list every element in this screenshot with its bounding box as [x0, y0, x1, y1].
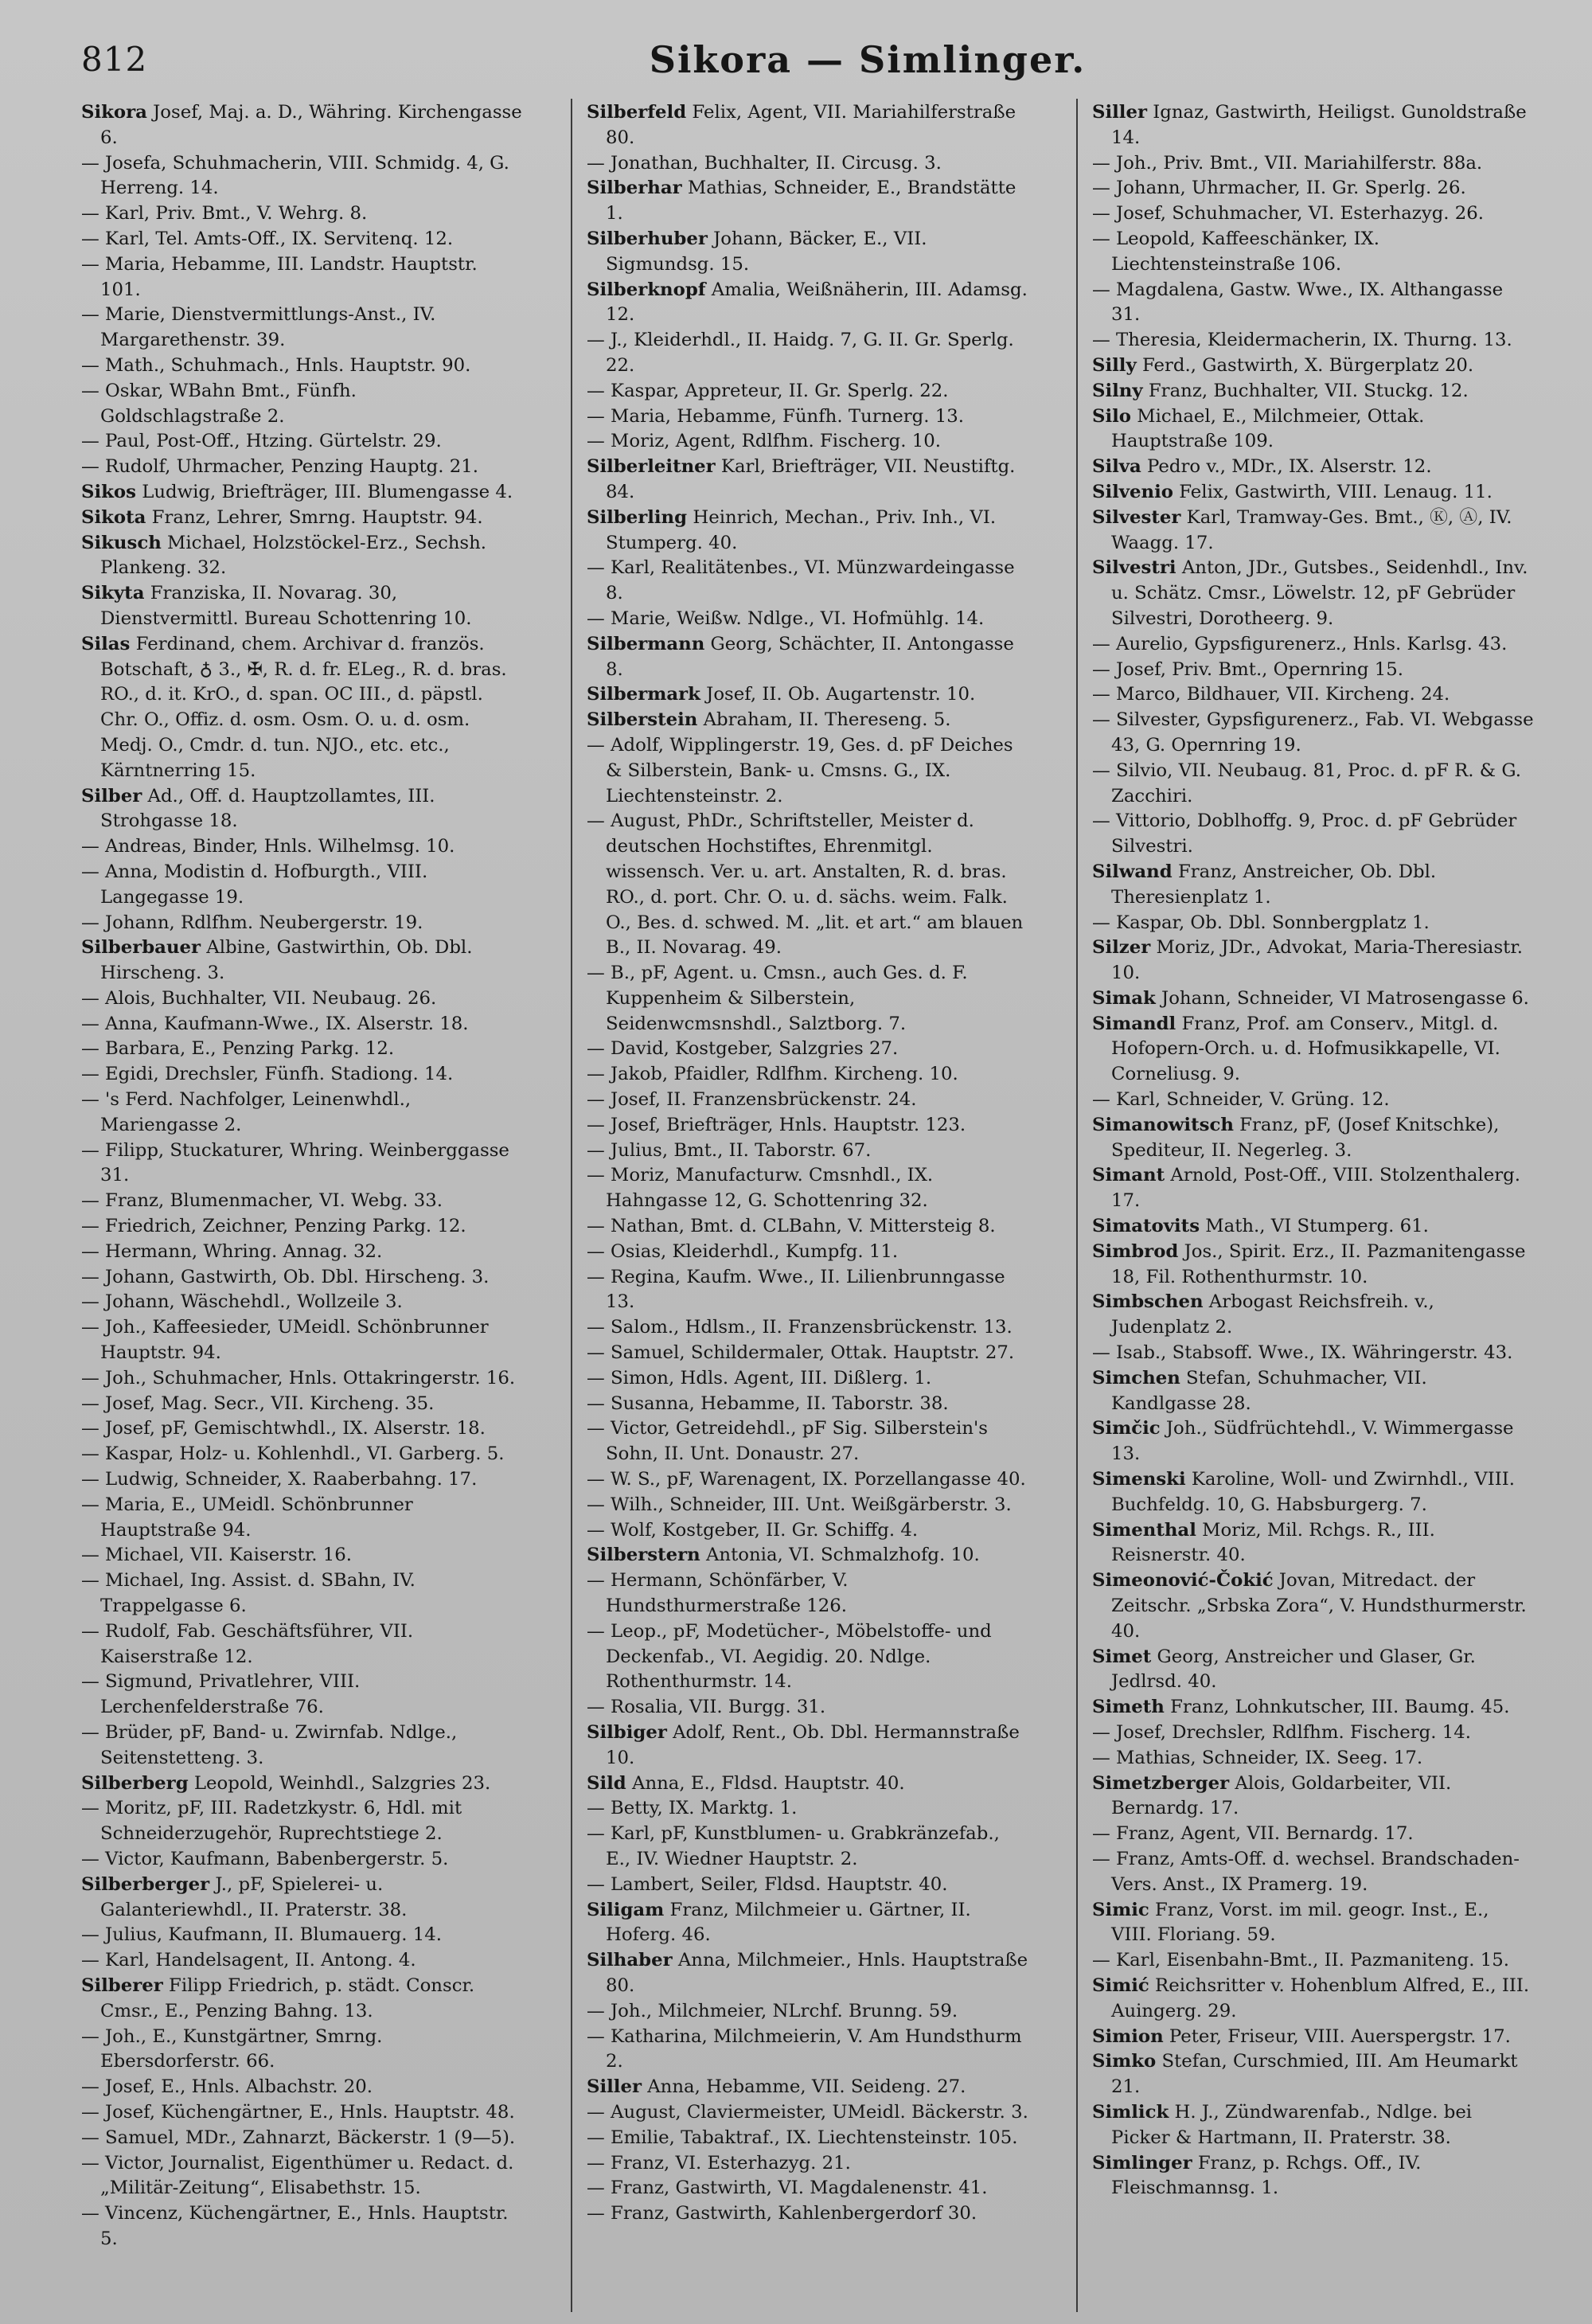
- directory-entry: — Julius, Kaufmann, II. Blumauerg. 14.: [81, 1924, 442, 1946]
- directory-entry: Simbrod Jos., Spirit. Erz., II. Pazmanitengasse 18, Fil. Rothenthurmstr. 10.: [1092, 1240, 1526, 1287]
- directory-entry: — Josef, pF, Gemischtwhdl., IX. Alserstr. 18.: [81, 1418, 486, 1439]
- page-header: [0, 0, 1592, 92]
- directory-entry: — Joh., E., Kunstgärtner, Smrng. Ebersdorferstr. 66.: [81, 2025, 383, 2072]
- directory-entry: — Joh., Priv. Bmt., VII. Mariahilferstr. 88a.: [1092, 152, 1483, 174]
- directory-entry: — Magdalena, Gastw. Wwe., IX. Althangasse 31.: [1092, 279, 1504, 326]
- directory-entry: — Barbara, E., Penzing Parkg. 12.: [81, 1038, 395, 1060]
- directory-entry: — Nathan, Bmt. d. CLBahn, V. Mittersteig 8.: [587, 1216, 996, 1237]
- directory-entry: — Adolf, Wipplingerstr. 19, Ges. d. pF Deiches & Silberstein, Bank- u. Cmsns. G., IX. Liechtensteinstr. 2.: [587, 734, 1013, 807]
- directory-entry: — Leop., pF, Modetücher-, Möbelstoffe- und Deckenfab., VI. Aegidig. 20. Ndlge. Rothenthurmstr. 14.: [587, 1620, 992, 1693]
- directory-entry: — Jakob, Pfaidler, Rdlfhm. Kircheng. 10.: [587, 1064, 958, 1085]
- directory-entry: — Alois, Buchhalter, VII. Neubaug. 26.: [81, 987, 437, 1009]
- directory-entry: — Kaspar, Holz- u. Kohlenhdl., VI. Garberg. 5.: [81, 1443, 505, 1465]
- directory-entry: — Karl, pF, Kunstblumen- u. Grabkränzefab., E., IV. Wiedner Hauptstr. 2.: [587, 1823, 1000, 1869]
- directory-entry: — Joh., Schuhmacher, Hnls. Ottakringerstr. 16.: [81, 1367, 516, 1389]
- directory-entry: Silvenio Felix, Gastwirth, VIII. Lenaug. 11.: [1092, 481, 1492, 502]
- directory-entry: Silberberger J., pF, Spielerei- u. Galanteriewhdl., II. Praterstr. 38.: [81, 1873, 408, 1920]
- directory-entry: — Oskar, WBahn Bmt., Fünfh. Goldschlagstraße 2.: [81, 380, 357, 427]
- directory-entry: — Betty, IX. Marktg. 1.: [587, 1798, 798, 1819]
- directory-entry: — August, PhDr., Schriftsteller, Meister d. deutschen Hochstiftes, Ehrenmitgl. wissensch. Ver. u. art. Anstalten, R. d. bras. RO., d. port. Chr. O. u. d. sächs. weim. Falk. O., Bes. d. schwed. M. „lit. et art.“ am blauen B., II. Novarag. 49.: [587, 810, 1024, 959]
- directory-entry: Silberhuber Johann, Bäcker, E., VII. Sigmundsg. 15.: [587, 228, 927, 275]
- directory-entry: Silbermann Georg, Schächter, II. Antongasse 8.: [587, 633, 1014, 680]
- directory-entry: — Josef, Drechsler, Rdlfhm. Fischerg. 14.: [1092, 1722, 1471, 1743]
- directory-entry: — Johann, Uhrmacher, II. Gr. Sperlg. 26.: [1092, 178, 1466, 199]
- directory-entry: — Josef, II. Franzensbrückenstr. 24.: [587, 1089, 917, 1111]
- directory-entry: Silas Ferdinand, chem. Archivar d. französ. Botschaft, ♁ 3., ✠, R. d. fr. ELeg., R. d. bras. RO., d. it. KrO., d. span. OC III., d. päpstl. Chr. O., Offiz. d. osm. Osm. O. u. d. osm. Medj. O., Cmdr. d. tun. NJO., etc. etc., Kärntnerring 15.: [81, 633, 507, 781]
- directory-entry: Simanowitsch Franz, pF, (Josef Knitschke), Spediteur, II. Negerleg. 3.: [1092, 1114, 1500, 1161]
- column-divider: [1076, 99, 1078, 2312]
- directory-entry: — Moritz, pF, III. Radetzkystr. 6, Hdl. mit Schneiderzugehör, Ruprechtstiege 2.: [81, 1798, 462, 1845]
- column-divider: [571, 99, 572, 2312]
- directory-entry: — Karl, Priv. Bmt., V. Wehrg. 8.: [81, 203, 368, 225]
- directory-entry: Simet Georg, Anstreicher und Glaser, Gr. Jedlrsd. 40.: [1092, 1646, 1476, 1693]
- directory-entry: — Franz, Amts-Off. d. wechsel. Brandschaden-Vers. Anst., IX Pramerg. 19.: [1092, 1848, 1520, 1895]
- directory-entry: Sikora Josef, Maj. a. D., Währing. Kirchengasse 6.: [81, 102, 522, 148]
- directory-entry: Simant Arnold, Post-Off., VIII. Stolzenthalerg. 17.: [1092, 1165, 1520, 1212]
- directory-entry: Sikusch Michael, Holzstöckel-Erz., Sechsh. Plankeng. 32.: [81, 532, 487, 579]
- directory-entry: — Vincenz, Küchengärtner, E., Hnls. Hauptstr. 5.: [81, 2203, 509, 2249]
- directory-entry: Sild Anna, E., Fldsd. Hauptstr. 40.: [587, 1772, 905, 1794]
- directory-entry: — Marie, Dienstvermittlungs-Anst., IV. Margarethenstr. 39.: [81, 304, 436, 351]
- directory-entry: Silly Ferd., Gastwirth, X. Bürgerplatz 20.: [1092, 354, 1474, 376]
- directory-entry: — Josef, Schuhmacher, VI. Esterhazyg. 26.: [1092, 203, 1485, 225]
- directory-entry: — Theresia, Kleidermacherin, IX. Thurng. 13.: [1092, 330, 1512, 351]
- directory-entry: — Karl, Tel. Amts-Off., IX. Servitenq. 12.: [81, 228, 454, 249]
- directory-entry: — Johann, Gastwirth, Ob. Dbl. Hirscheng. 3.: [81, 1266, 490, 1287]
- directory-entry: — Maria, Hebamme, III. Landstr. Hauptstr. 101.: [81, 253, 478, 300]
- directory-entry: — Rudolf, Uhrmacher, Penzing Hauptg. 21.: [81, 456, 479, 478]
- directory-entry: — Aurelio, Gypsfigurenerz., Hnls. Karlsg. 43.: [1092, 633, 1508, 654]
- directory-entry: Silvestri Anton, JDr., Gutsbes., Seidenhdl., Inv. u. Schätz. Cmsr., Löwelstr. 12, pF Gebrüder Silvestri, Dorotheerg. 9.: [1092, 557, 1528, 629]
- directory-entry: — Karl, Eisenbahn-Bmt., II. Pazmaniteng. 15.: [1092, 1950, 1509, 1971]
- column-1: [81, 100, 523, 2314]
- directory-entry: — Joh., Kaffeesieder, UMeidl. Schönbrunner Hauptstr. 94.: [81, 1317, 489, 1364]
- directory-entry: Simandl Franz, Prof. am Conserv., Mitgl. d. Hofopern-Orch. u. d. Hofmusikkapelle, VI. Corneliusg. 9.: [1092, 1013, 1500, 1085]
- directory-entry: — Egidi, Drechsler, Fünfh. Stadiong. 14.: [81, 1064, 454, 1085]
- directory-entry: — Silvester, Gypsfigurenerz., Fab. VI. Webgasse 43, G. Opernring 19.: [1092, 709, 1534, 756]
- directory-entry: — Franz, Gastwirth, VI. Magdalenenstr. 41.: [587, 2178, 988, 2199]
- directory-entry: — Friedrich, Zeichner, Penzing Parkg. 12.: [81, 1216, 466, 1237]
- directory-entry: Simenski Karoline, Woll- und Zwirnhdl., VIII. Buchfeldg. 10, G. Habsburgerg. 7.: [1092, 1469, 1515, 1515]
- directory-entry: — Susanna, Hebamme, II. Taborstr. 38.: [587, 1392, 949, 1414]
- directory-entry: — Anna, Kaufmann-Wwe., IX. Alserstr. 18.: [81, 1013, 469, 1034]
- directory-entry: Simić Reichsritter v. Hohenblum Alfred, E., III. Auingerg. 29.: [1092, 1974, 1530, 2021]
- directory-entry: Silberbauer Albine, Gastwirthin, Ob. Dbl. Hirscheng. 3.: [81, 937, 473, 984]
- directory-entry: — Michael, Ing. Assist. d. SBahn, IV. Trappelgasse 6.: [81, 1570, 416, 1617]
- directory-entry: Simic Franz, Vorst. im mil. geogr. Inst., E., VIII. Floriang. 59.: [1092, 1899, 1489, 1946]
- directory-entry: — Maria, E., UMeidl. Schönbrunner Hauptstraße 94.: [81, 1494, 413, 1541]
- directory-entry: — Moriz, Manufacturw. Cmsnhdl., IX. Hahngasse 12, G. Schottenring 32.: [587, 1165, 934, 1212]
- directory-entry: Silberling Heinrich, Mechan., Priv. Inh., VI. Stumperg. 40.: [587, 506, 997, 553]
- directory-entry: — David, Kostgeber, Salzgries 27.: [587, 1038, 899, 1060]
- directory-entry: — Emilie, Tabaktraf., IX. Liechtensteinstr. 105.: [587, 2127, 1018, 2148]
- directory-entry: — Salom., Hdlsm., II. Franzensbrückenstr. 13.: [587, 1317, 1013, 1338]
- directory-entry: Silberstein Abraham, II. Thereseng. 5.: [587, 709, 951, 731]
- directory-entry: Silbermark Josef, II. Ob. Augartenstr. 10.: [587, 684, 976, 705]
- directory-entry: — Karl, Schneider, V. Grüng. 12.: [1092, 1089, 1390, 1111]
- directory-entry: Sikota Franz, Lehrer, Smrng. Hauptstr. 94.: [81, 506, 483, 528]
- running-head: Sikora — Simlinger.: [649, 38, 1087, 81]
- directory-entry: Silberleitner Karl, Briefträger, VII. Neustiftg. 84.: [587, 456, 1016, 502]
- directory-entry: — Math., Schuhmach., Hnls. Hauptstr. 90.: [81, 354, 471, 376]
- directory-entry: — Josef, Briefträger, Hnls. Hauptstr. 123.: [587, 1114, 966, 1135]
- directory-entry: — Marco, Bildhauer, VII. Kircheng. 24.: [1092, 684, 1450, 705]
- directory-entry: — Johann, Rdlfhm. Neubergerstr. 19.: [81, 912, 423, 933]
- directory-entry: — Kaspar, Ob. Dbl. Sonnbergplatz 1.: [1092, 912, 1430, 933]
- directory-entry: — Wilh., Schneider, III. Unt. Weißgärberstr. 3.: [587, 1494, 1012, 1515]
- directory-entry: Silberer Filipp Friedrich, p. städt. Conscr. Cmsr., E., Penzing Bahng. 13.: [81, 1974, 475, 2021]
- directory-entry: Simbschen Arbogast Reichsfreih. v., Judenplatz 2.: [1092, 1291, 1434, 1338]
- directory-entry: — Hermann, Whring. Annag. 32.: [81, 1240, 383, 1262]
- directory-entry: — Josef, Küchengärtner, E., Hnls. Hauptstr. 48.: [81, 2101, 515, 2123]
- directory-entry: Silva Pedro v., MDr., IX. Alserstr. 12.: [1092, 456, 1432, 478]
- directory-entry: Silberstern Antonia, VI. Schmalzhofg. 10.: [587, 1545, 980, 1566]
- directory-entry: Silberfeld Felix, Agent, VII. Mariahilferstraße 80.: [587, 102, 1016, 148]
- directory-entry: — Victor, Getreidehdl., pF Sig. Silberstein's Sohn, II. Unt. Donaustr. 27.: [587, 1418, 988, 1465]
- directory-entry: Simion Peter, Friseur, VIII. Auerspergstr. 17.: [1092, 2025, 1511, 2047]
- directory-entry: Sikyta Franziska, II. Novarag. 30, Dienstvermittl. Bureau Schottenring 10.: [81, 583, 472, 629]
- directory-entry: — Franz, VI. Esterhazyg. 21.: [587, 2152, 851, 2174]
- directory-entry: — Osias, Kleiderhdl., Kumpfg. 11.: [587, 1240, 899, 1262]
- directory-entry: Silberhar Mathias, Schneider, E., Brandstätte 1.: [587, 178, 1016, 225]
- directory-entry: — Josef, E., Hnls. Albachstr. 20.: [81, 2076, 373, 2098]
- directory-entry: — Brüder, pF, Band- u. Zwirnfab. Ndlge., Seitenstetteng. 3.: [81, 1722, 458, 1768]
- directory-entry: — Rosalia, VII. Burgg. 31.: [587, 1697, 826, 1718]
- directory-entry: — Michael, VII. Kaiserstr. 16.: [81, 1545, 352, 1566]
- directory-entry: — Simon, Hdls. Agent, III. Dißlerg. 1.: [587, 1367, 932, 1389]
- directory-entry: — Joh., Milchmeier, NLrchf. Brunng. 59.: [587, 2000, 958, 2021]
- directory-entry: Simčic Joh., Südfrüchtehdl., V. Wimmergasse 13.: [1092, 1418, 1514, 1465]
- directory-entry: — Rudolf, Fab. Geschäftsführer, VII. Kaiserstraße 12.: [81, 1620, 414, 1667]
- directory-entry: Silberknopf Amalia, Weißnäherin, III. Adamsg. 12.: [587, 279, 1028, 326]
- directory-entry: — Franz, Blumenmacher, VI. Webg. 33.: [81, 1190, 443, 1212]
- directory-entry: Silbiger Adolf, Rent., Ob. Dbl. Hermannstraße 10.: [587, 1722, 1020, 1768]
- directory-entry: — Wolf, Kostgeber, II. Gr. Schiffg. 4.: [587, 1519, 919, 1541]
- directory-entry: Silny Franz, Buchhalter, VII. Stuckg. 12.: [1092, 380, 1469, 401]
- directory-entry: Silberberg Leopold, Weinhdl., Salzgries 23.: [81, 1772, 491, 1794]
- directory-entry: — Josef, Mag. Secr., VII. Kircheng. 35.: [81, 1392, 435, 1414]
- directory-entry: Silvester Karl, Tramway-Ges. Bmt., Ⓚ, Ⓐ, IV. Waagg. 17.: [1092, 506, 1512, 553]
- directory-entry: — Samuel, Schildermaler, Ottak. Hauptstr. 27.: [587, 1342, 1015, 1364]
- directory-entry: — Jonathan, Buchhalter, II. Circusg. 3.: [587, 152, 942, 174]
- directory-entry: — Lambert, Seiler, Fldsd. Hauptstr. 40.: [587, 1873, 948, 1895]
- directory-entry: Simak Johann, Schneider, VI Matrosengasse 6.: [1092, 987, 1529, 1009]
- directory-entry: — Katharina, Milchmeierin, V. Am Hundsthurm 2.: [587, 2025, 1022, 2072]
- directory-entry: Silhaber Anna, Milchmeier., Hnls. Hauptstraße 80.: [587, 1950, 1028, 1996]
- directory-entry: Simatovits Math., VI Stumperg. 61.: [1092, 1216, 1429, 1237]
- directory-entry: Simenthal Moriz, Mil. Rchgs. R., III. Reisnerstr. 40.: [1092, 1519, 1435, 1566]
- directory-entry: — Moriz, Agent, Rdlfhm. Fischerg. 10.: [587, 431, 941, 452]
- directory-entry: — Josefa, Schuhmacherin, VIII. Schmidg. 4, G. Herreng. 14.: [81, 152, 509, 199]
- directory-entry: Silo Michael, E., Milchmeier, Ottak. Hauptstraße 109.: [1092, 405, 1425, 452]
- directory-entry: — Ludwig, Schneider, X. Raaberbahng. 17.: [81, 1469, 478, 1490]
- directory-entry: — August, Claviermeister, UMeidl. Bäckerstr. 3.: [587, 2101, 1028, 2123]
- directory-entry: — Josef, Priv. Bmt., Opernring 15.: [1092, 658, 1403, 680]
- page-number: 812: [81, 40, 148, 79]
- directory-entry: Siller Anna, Hebamme, VII. Seideng. 27.: [587, 2076, 966, 2098]
- directory-entry: — Andreas, Binder, Hnls. Wilhelmsg. 10.: [81, 836, 455, 857]
- directory-entry: — W. S., pF, Warenagent, IX. Porzellangasse 40.: [587, 1469, 1026, 1490]
- directory-entry: — Karl, Realitätenbes., VI. Münzwardeingasse 8.: [587, 557, 1015, 604]
- directory-entry: Simeth Franz, Lohnkutscher, III. Baumg. 45.: [1092, 1697, 1510, 1718]
- directory-entry: — Isab., Stabsoff. Wwe., IX. Währingerstr. 43.: [1092, 1342, 1513, 1364]
- directory-entry: Silber Ad., Off. d. Hauptzollamtes, III. Strohgasse 18.: [81, 785, 435, 832]
- directory-entry: Simetzberger Alois, Goldarbeiter, VII. Bernardg. 17.: [1092, 1772, 1452, 1819]
- directory-entry: — Johann, Wäschehdl., Wollzeile 3.: [81, 1291, 403, 1313]
- column-2: [587, 100, 1028, 2314]
- directory-entry: Silwand Franz, Anstreicher, Ob. Dbl. Theresienplatz 1.: [1092, 861, 1437, 908]
- directory-entry: — Sigmund, Privatlehrer, VIII. Lerchenfelderstraße 76.: [81, 1671, 361, 1718]
- column-3: [1092, 100, 1534, 2314]
- directory-entry: — Julius, Bmt., II. Taborstr. 67.: [587, 1139, 872, 1161]
- directory-entry: Silzer Moriz, JDr., Advokat, Maria-Theresiastr. 10.: [1092, 937, 1523, 984]
- directory-entry: Simchen Stefan, Schuhmacher, VII. Kandlgasse 28.: [1092, 1367, 1427, 1414]
- directory-entry: — Regina, Kaufm. Wwe., II. Lilienbrunngasse 13.: [587, 1266, 1005, 1313]
- directory-entry: — Hermann, Schönfärber, V. Hundsthurmerstraße 126.: [587, 1570, 849, 1617]
- directory-entry: — Anna, Modistin d. Hofburgth., VIII. Langegasse 19.: [81, 861, 428, 908]
- directory-entry: Simeonović-Čokić Jovan, Mitredact. der Zeitschr. „Srbska Zora“, V. Hundsthurmerstr. 40.: [1092, 1570, 1527, 1642]
- directory-entry: Simlick H. J., Zündwarenfab., Ndlge. bei Picker & Hartmann, II. Praterstr. 38.: [1092, 2101, 1473, 2148]
- directory-entry: — Samuel, MDr., Zahnarzt, Bäckerstr. 1 (9—5).: [81, 2127, 516, 2148]
- directory-entry: — Silvio, VII. Neubaug. 81, Proc. d. pF R. & G. Zacchiri.: [1092, 760, 1521, 807]
- directory-entry: — Franz, Gastwirth, Kahlenbergerdorf 30.: [587, 2203, 977, 2224]
- directory-entry: — Victor, Kaufmann, Babenbergerstr. 5.: [81, 1848, 449, 1869]
- directory-entry: — J., Kleiderhdl., II. Haidg. 7, G. II. Gr. Sperlg. 22.: [587, 330, 1014, 376]
- directory-entry: — Maria, Hebamme, Fünfh. Turnerg. 13.: [587, 405, 965, 427]
- directory-entry: Sikos Ludwig, Briefträger, III. Blumengasse 4.: [81, 481, 513, 502]
- directory-entry: — Vittorio, Doblhoffg. 9, Proc. d. pF Gebrüder Silvestri.: [1092, 810, 1517, 857]
- directory-entry: — Mathias, Schneider, IX. Seeg. 17.: [1092, 1747, 1423, 1768]
- directory-entry: — Karl, Handelsagent, II. Antong. 4.: [81, 1950, 416, 1971]
- directory-entry: — Paul, Post-Off., Htzing. Gürtelstr. 29.: [81, 431, 442, 452]
- directory-entry: — Victor, Journalist, Eigenthümer u. Redact. d. „Militär-Zeitung“, Elisabethstr. 15.: [81, 2152, 514, 2199]
- directory-entry: — 's Ferd. Nachfolger, Leinenwhdl., Mariengasse 2.: [81, 1089, 412, 1135]
- directory-entry: Siligam Franz, Milchmeier u. Gärtner, II. Hoferg. 46.: [587, 1899, 971, 1946]
- directory-entry: — Marie, Weißw. Ndlge., VI. Hofmühlg. 14.: [587, 607, 985, 629]
- directory-entry: — Franz, Agent, VII. Bernardg. 17.: [1092, 1823, 1414, 1845]
- directory-entry: Simko Stefan, Curschmied, III. Am Heumarkt 21.: [1092, 2051, 1518, 2098]
- directory-entry: Simlinger Franz, p. Rchgs. Off., IV. Fleischmannsg. 1.: [1092, 2152, 1422, 2199]
- directory-entry: — B., pF, Agent. u. Cmsn., auch Ges. d. F. Kuppenheim & Silberstein, Seidenwcmsnshdl., Salztborg. 7.: [587, 963, 968, 1034]
- directory-entry: — Filipp, Stuckaturer, Whring. Weinberggasse 31.: [81, 1139, 509, 1186]
- directory-entry: — Kaspar, Appreteur, II. Gr. Sperlg. 22.: [587, 380, 949, 401]
- directory-entry: — Leopold, Kaffeeschänker, IX. Liechtensteinstraße 106.: [1092, 228, 1379, 275]
- directory-entry: Siller Ignaz, Gastwirth, Heiligst. Gunoldstraße 14.: [1092, 102, 1527, 148]
